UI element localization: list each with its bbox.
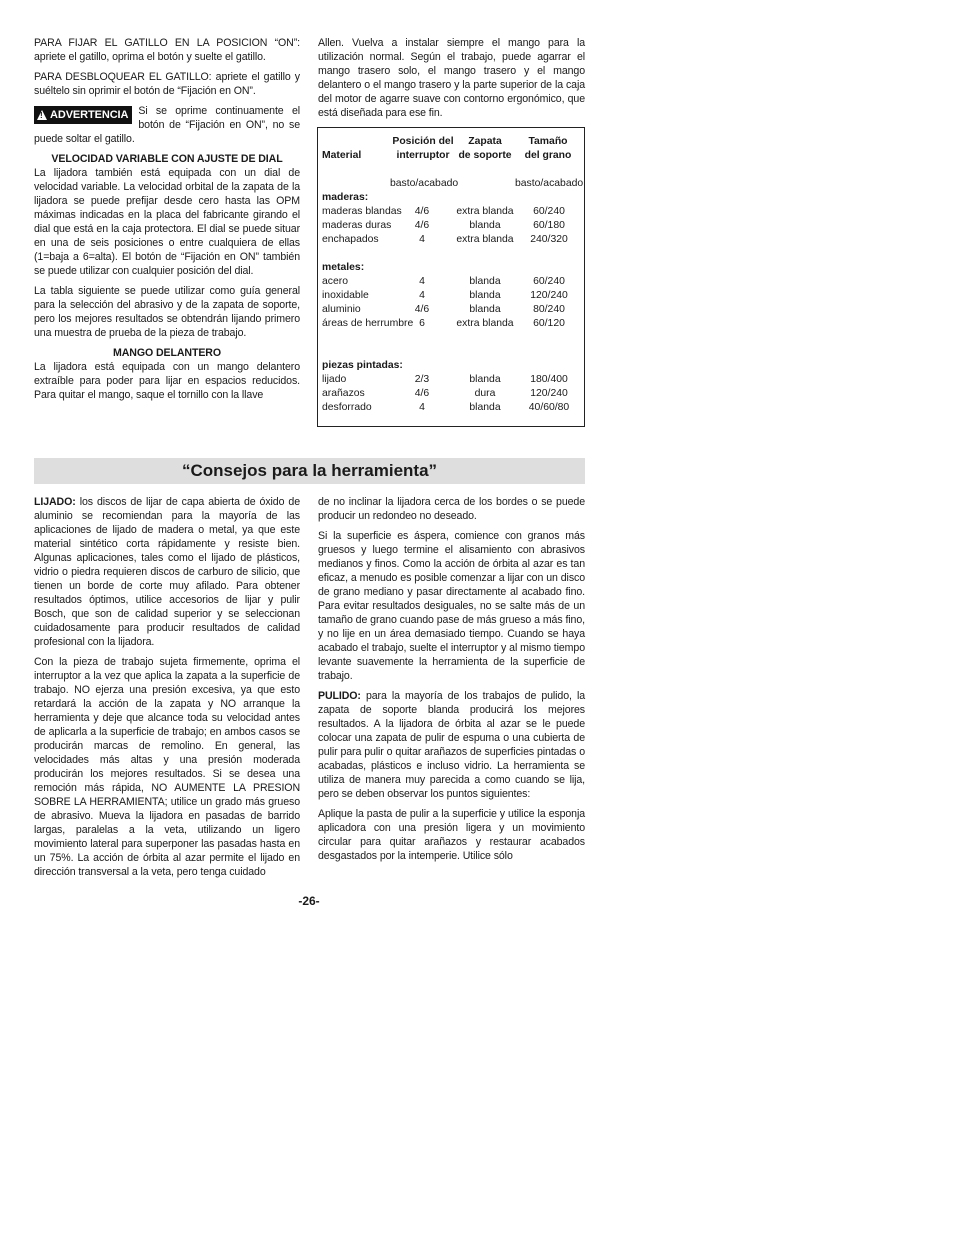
table-cell-material: arañazos: [322, 388, 365, 400]
table-cell-position: 4/6: [414, 304, 430, 316]
sanding-paragraph: [34, 495, 300, 649]
header-pad-line2: de soporte: [458, 150, 512, 161]
top-right-column: [318, 36, 585, 126]
table-cell-material: maderas duras: [322, 220, 392, 232]
table-cell-grit: 240/320: [530, 234, 568, 246]
polishing-text: para la mayoría de los trabajos de pulido, la zapata de soporte blanda producirá los mejores resultados. A la lijadora de órbita al azar se le puede colocar una zapata de pulir de espuma o una cubierta de pulir para pulir o quitar arañazos de superficies pintadas o acabadas, plásticos e incluso vidrio. La herramienta se utiliza de manera muy parecida a como cuando se lija, pero se deben observar los puntos siguientes:: [318, 690, 585, 800]
sanding-text: los discos de lijar de capa abierta de óxido de aluminio se recomiendan para la mayoría de las aplicaciones de lijado de madera o metal, ya que este material sintético corta rápidamente y resiste bien. Algunas aplicaciones, tales como el lijado de plásticos, vidrio o piedra requieren discos de carburo de silicio, que tienen un borde de corte muy afilado. Para obtener resultados óptimos, utilice accesorios de lijar y pulir Bosch, que son de calidad superior y se seleccionan cuidadosamente para producir resultados de calidad profesional con la lijadora.: [34, 496, 300, 648]
top-left-column: [34, 36, 300, 408]
table-guide-paragraph: La tabla siguiente se puede utilizar como guía general para la selección del abrasivo y de la zapata de soporte, pero los mejores resultados se obtendrán lijando primero una muestra de prueba de la pieza de trabajo.: [34, 285, 300, 339]
tips-banner: [34, 458, 585, 484]
table-cell-material: lijado: [322, 374, 347, 386]
table-cell-grit: 60/180: [533, 220, 565, 232]
table-group-title: metales:: [322, 262, 365, 273]
table-cell-material: acero: [322, 276, 348, 288]
warning-label: ADVERTENCIA: [50, 109, 129, 121]
table-cell-material: maderas blandas: [322, 206, 402, 218]
header-pad-line1: Zapata: [468, 136, 502, 147]
table-cell-position: 6: [419, 318, 425, 330]
polishing-label: PULIDO:: [318, 690, 361, 702]
rough-surface-paragraph: Si la superficie es áspera, comience con granos más gruesos y luego termine el alisamiento con abrasivos medianos y finos. Como la acción de órbita al azar es tan eficaz, a menudo es posible comenzar a lijar con un disco de grano mediano y pasar directamente al acabado fino. Para evitar resultados desiguales, no se salte más de un tamaño de grano cuando pase de más grueso a más fino, y no lije en un área demasiado tiempo. Cuando se haya acabado el trabajo, suelte el interruptor y al mismo tiempo levante suavemente la herramienta de la superficie de trabajo.: [318, 530, 585, 682]
warning-badge: [34, 106, 132, 124]
table-cell-grit: 60/240: [533, 206, 565, 218]
header-material: Material: [322, 150, 362, 161]
header-grit-line2: del grano: [524, 150, 572, 161]
warning-block: [34, 104, 300, 146]
table-cell-pad: blanda: [469, 402, 501, 414]
subheader-right: basto/acabado: [515, 178, 584, 189]
header-grit-line1: Tamaño: [528, 136, 568, 147]
apply-paste-paragraph: Aplique la pasta de pulir a la superficie y utilice la esponja aplicadora con una presión ligera y un movimiento circular para quitar arañazos y restaurar acabados desgastados por la intemperie. Utilice sólo: [318, 808, 585, 862]
table-group-title: maderas:: [322, 192, 369, 203]
table-cell-material: aluminio: [322, 304, 361, 316]
abrasive-selection-table: [317, 127, 585, 427]
handle-continued-paragraph: Allen. Vuelva a instalar siempre el mango para la utilización normal. Según el trabajo, puede agarrar el mango trasero solo, el mango trasero y el mango delantero o el mango trasero y la parte superior de la caja del motor de agarre suave con contorno ergonómico, que está diseñada para ese fin.: [318, 37, 585, 119]
table-cell-pad: extra blanda: [456, 318, 514, 330]
table-cell-position: 4: [419, 402, 425, 414]
table-cell-position: 2/3: [414, 374, 430, 386]
table-cell-material: desforrado: [322, 402, 372, 414]
table-cell-pad: blanda: [469, 290, 501, 302]
table-cell-grit: 40/60/80: [528, 402, 570, 414]
table-cell-position: 4/6: [414, 220, 430, 232]
table-cell-position: 4/6: [414, 388, 430, 400]
table-cell-material: enchapados: [322, 234, 379, 246]
heading-variable-speed: VELOCIDAD VARIABLE CON AJUSTE DE DIAL: [51, 153, 283, 165]
table-cell-pad: blanda: [469, 304, 501, 316]
table-cell-pad: extra blanda: [456, 206, 514, 218]
polishing-paragraph: [318, 689, 585, 801]
header-position-line1: Posición del: [392, 136, 454, 147]
table-cell-grit: 180/400: [530, 374, 568, 386]
sanding-label: LIJADO:: [34, 496, 76, 508]
subheader-left: basto/acabado: [390, 178, 459, 189]
table-cell-material: inoxidable: [322, 290, 369, 302]
bottom-left-column: [34, 495, 300, 885]
table-cell-grit: 80/240: [533, 304, 565, 316]
table-cell-grit: 60/240: [533, 276, 565, 288]
front-handle-paragraph: La lijadora está equipada con un mango delantero extraíble para poder para lijar en espacios reducidos. Para quitar el mango, saque el tornillo con la llave: [34, 361, 300, 401]
page-number: -26-: [298, 894, 320, 908]
tips-title: “Consejos para la herramienta”: [181, 461, 438, 480]
table-cell-pad: dura: [474, 388, 496, 400]
table-group-title: piezas pintadas:: [322, 360, 403, 371]
table-cell-position: 4: [419, 234, 425, 246]
table-cell-pad: blanda: [469, 374, 501, 386]
table-cell-material: áreas de herrumbre: [322, 318, 414, 330]
edge-paragraph: de no inclinar la lijadora cerca de los bordes o se puede producir un redondeo no deseado.: [318, 496, 585, 522]
warning-triangle-icon: !: [37, 110, 47, 120]
table-cell-grit: 120/240: [530, 388, 568, 400]
workpiece-paragraph: Con la pieza de trabajo sujeta firmemente, oprima el interruptor a la vez que aplica la zapata a la superficie de trabajo. NO ejerza una presión excesiva, ya que esto retardará la acción de la zapata y NO arranque la herramienta y deje que alcance toda su velocidad antes de aplicarla a la superficie de trabajo; en ambos casos se producirán marcas de remolino. En general, las velocidades más altas y una presión moderada producirán los mejores resultados. Si se desea una remoción más rápida, NO AUMENTE LA PRESION SOBRE LA HERRAMIENTA; utilice un grado más grueso de abrasivo. Mueva la lijadora en pasadas de barrido largas, paralelas a la veta, utilizando un ligero movimiento lateral para superponer las pasadas hasta en un 75%. La acción de órbita al azar permite el lijado en dirección transversal a la veta, pero tenga cuidado: [34, 656, 300, 878]
heading-front-handle: MANGO DELANTERO: [113, 347, 221, 359]
bottom-right-column: [318, 495, 585, 869]
table-cell-position: 4/6: [414, 206, 430, 218]
unlock-trigger-paragraph: PARA DESBLOQUEAR EL GATILLO: apriete el gatillo y suéltelo sin oprimir el botón de “Fijación en ON”.: [34, 71, 300, 97]
table-cell-position: 4: [419, 276, 425, 288]
table-cell-pad: blanda: [469, 220, 501, 232]
header-position-line2: interruptor: [396, 150, 450, 161]
warning-text: Si se oprime continuamente el botón de “Fijación en ON”, no se puede soltar el gatillo.: [34, 105, 300, 145]
lock-trigger-paragraph: PARA FIJAR EL GATILLO EN LA POSICION “ON”: apriete el gatillo, oprima el botón y suelte el gatillo.: [34, 37, 300, 63]
table-cell-position: 4: [419, 290, 425, 302]
table-cell-pad: blanda: [469, 276, 501, 288]
table-cell-grit: 60/120: [533, 318, 565, 330]
table-cell-grit: 120/240: [530, 290, 568, 302]
variable-speed-paragraph: La lijadora también está equipada con un dial de velocidad variable. La velocidad orbital de la zapata de la lijadora se puede prefijar desde cero hasta las OPM máximas indicadas en la placa del fabricante girando el dial que está en la caja protectora. El dial se puede situar en una de seis posiciones o entre cualquiera de ellas (1=baja a 6=alta). El botón de “Fijación en ON” también se puede utilizar con cualquier posición del dial.: [34, 167, 300, 277]
table-cell-pad: extra blanda: [456, 234, 514, 246]
